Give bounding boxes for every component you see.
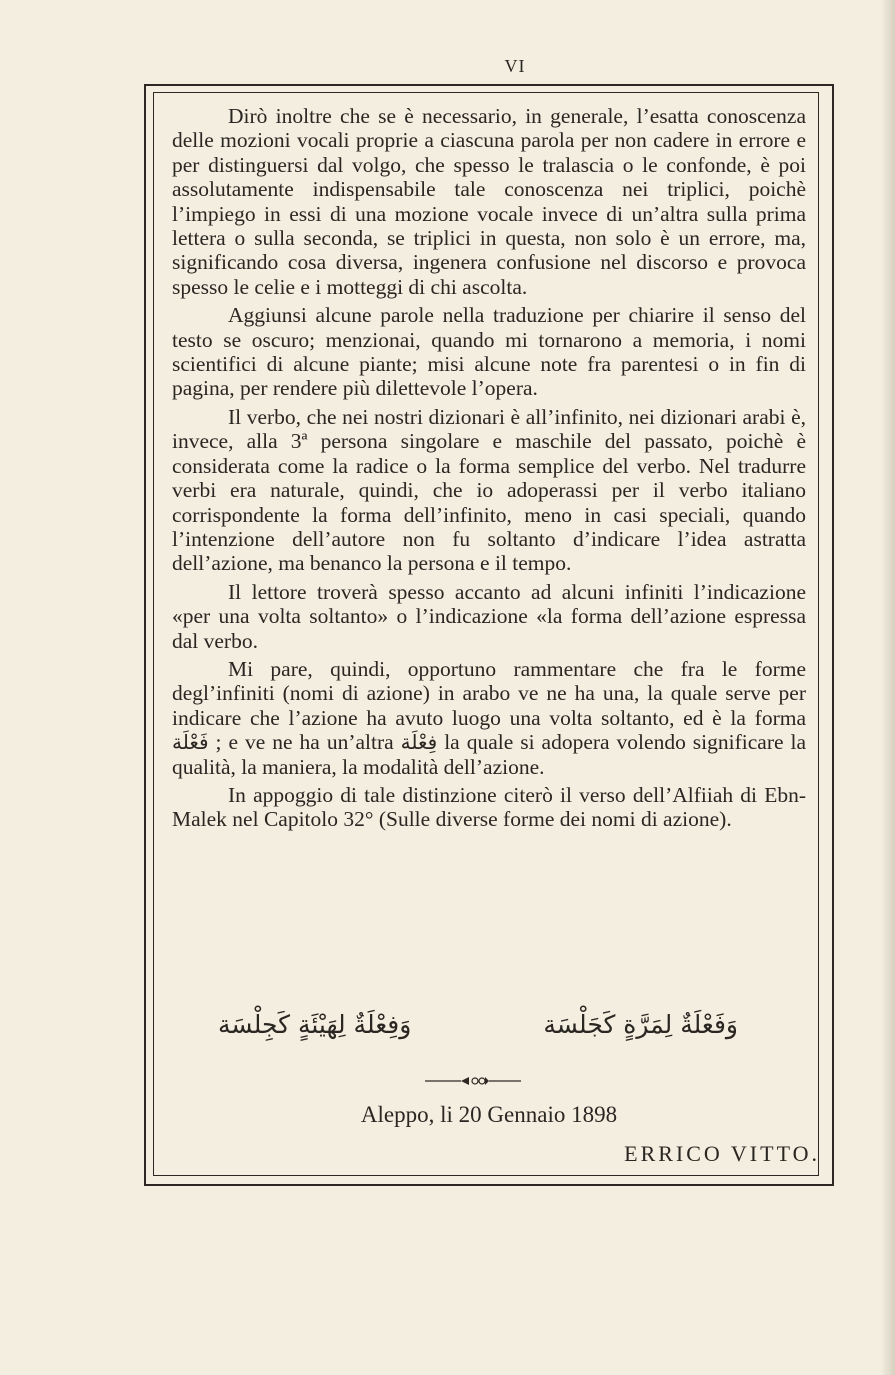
paragraph-5-text-b: ; e ve ne ha un’altra — [215, 730, 394, 755]
page-edge-shadow — [881, 0, 895, 1375]
paragraph-5-text-c: la quale si adopera volendo significare la qualità, la maniera, la modalità dell’azione. — [172, 730, 807, 779]
paragraph-1: Dirò inoltre che se è necessario, in generale, l’esatta conoscenza delle mozioni vocali proprie a ciascuna parola per non cadere in errore e per distinguersi dal volgo, che spesso le tralascia o le confonde, è poi assolutamente indispensabile tale conoscenza nei triplici, poichè l’impiego in essi di una mozione vocale invece di un’altra sulla prima lettera o sulla seconda, se triplici in questa, non solo è un errore, ma, significando cosa diversa, ingenera confusione nel discorso e provoca spesso le celie e i motteggi di chi ascolta. — [172, 104, 806, 299]
ornament-divider — [425, 1074, 521, 1088]
paragraph-4: Il lettore troverà spesso accanto ad alcuni infiniti l’indicazione «per una volta soltanto» o l’indicazione «la forma dell’azione espressa dal verbo. — [172, 579, 806, 653]
arabic-word-once: فَعْلَة — [172, 730, 209, 755]
verse-hemistich-2: وَفِعْلَةٌ لِهَيْئَةٍ كَجِلْسَة — [218, 1010, 412, 1039]
arabic-verse — [218, 1010, 738, 1039]
paragraph-3: Il verbo, che nei nostri dizionari è all’infinito, nei dizionari arabi è, invece, alla 3ª persona singolare e maschile del passato, poichè è considerata come la radice o la forma semplice del verbo. Nel tradurre verbi era naturale, quindi, che io adoperassi per il verbo italiano corrispondente la forma dell’infinito, meno in casi speciali, quando l’intenzione dell’autore non fu soltanto d’indicare l’idea astratta dell’azione, ma benanco la persona e il tempo. — [172, 404, 806, 576]
signoff-name: ERRICO VITTO. — [624, 1141, 820, 1166]
paragraph-6: In appoggio di tale distinzione citerò il verso dell’Alfiiah di Ebn-Malek nel Capitolo 32° (Sulle diverse forme dei nomi di azione). — [172, 782, 806, 832]
preface-text — [172, 104, 806, 832]
paragraph-2: Aggiunsi alcune parole nella traduzione per chiarire il senso del testo se oscuro; menzionai, quando mi tornarono a memoria, i nomi scientifici di alcune piante; misi alcune note fra parentesi o in fin di pagina, per rendere più dilettevole l’opera. — [172, 303, 806, 401]
paragraph-5 — [172, 657, 806, 779]
verse-hemistich-1: وَفَعْلَةٌ لِمَرَّةٍ كَجَلْسَة — [543, 1010, 738, 1039]
arabic-word-manner: فِعْلَة — [400, 730, 438, 755]
signoff-date: Aleppo, li 20 Gennaio 1898 — [360, 1102, 618, 1127]
page-number: VI — [504, 56, 526, 76]
paragraph-5-text-a: Mi pare, quindi, opportuno rammentare che fra le forme degl’infiniti (nomi di azione) in arabo ve ne ha una, la quale serve per indicare che l’azione ha avuto luogo una volta soltanto, ed è la forma — [172, 656, 806, 730]
